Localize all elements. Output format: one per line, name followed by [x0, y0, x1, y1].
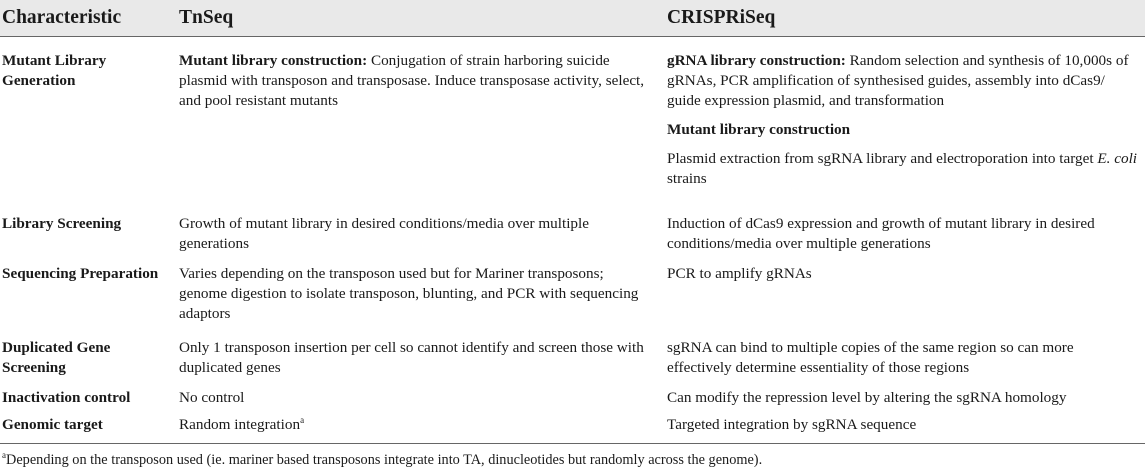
table-row [0, 410, 1145, 444]
crispriseq-subtext-b: strains [667, 170, 707, 187]
row-label: Inactivation control [2, 388, 131, 406]
tnseq-text: Conjugation of strain harboring suicide plasmid with transposon and transposase. Induce transposase activity, select, and pool resistant mutants [179, 52, 645, 109]
table-row [0, 209, 1145, 259]
footnote-mark: a [2, 450, 6, 461]
tnseq-cell: No control [179, 388, 245, 406]
crispriseq-cell: Targeted integration by sgRNA sequence [658, 410, 1145, 444]
header-crispriseq: CRISPRiSeq [658, 0, 1145, 37]
footnote-mark: a [300, 414, 305, 425]
row-label: Mutant Library Generation [2, 52, 107, 89]
tnseq-cell: Varies depending on the transposon used but for Mariner transposons; genome digestion to isolate transposon, blunting, and PCR with sequencing adaptors [179, 264, 639, 322]
tnseq-text: Random integration [179, 415, 301, 433]
crispriseq-cell: PCR to amplify gRNAs [667, 264, 812, 282]
crispriseq-cell: Can modify the repression level by altering the sgRNA homology [667, 388, 1067, 406]
table-row [0, 259, 1145, 333]
crispriseq-subheading: Mutant library construction [667, 121, 851, 138]
crispriseq-subtext-italic: E. coli [1097, 150, 1138, 167]
crispriseq-subtext [667, 149, 1137, 189]
footnote-text: Depending on the transposon used (ie. mariner based transposons integrate into TA, dinucleotides but randomly across the genome). [6, 452, 763, 468]
header-tnseq: TnSeq [170, 0, 658, 37]
row-label: Duplicated Gene Screening [2, 338, 111, 376]
table-row [0, 333, 1145, 383]
crispriseq-cell: Induction of dCas9 expression and growth of mutant library in desired conditions/media over multiple generations [667, 214, 1095, 252]
crispriseq-cell: sgRNA can bind to multiple copies of the same region so can more effectively determine essentiality of those regions [667, 338, 1074, 376]
tnseq-cell: Growth of mutant library in desired conditions/media over multiple generations [179, 214, 589, 252]
tnseq-cell [170, 37, 658, 209]
header-characteristic: Characteristic [0, 0, 170, 37]
table-row [0, 383, 1145, 410]
crispriseq-cell [658, 37, 1145, 209]
row-label: Genomic target [0, 410, 170, 444]
table-footnote [2, 452, 762, 469]
table-row [0, 37, 1145, 209]
crispriseq-text: Random selection and synthesis of 10,000s of gRNAs, PCR amplification of synthesised guides, assembly into dCas9/ guide expression plasmid, and transformation [667, 52, 1129, 109]
header-row [0, 0, 1145, 37]
tnseq-cell [170, 410, 658, 444]
crispriseq-lead: gRNA library construction: [667, 52, 846, 69]
tnseq-lead: Mutant library construction: [179, 52, 368, 69]
row-label: Sequencing Preparation [2, 264, 159, 282]
crispriseq-subtext-a: Plasmid extraction from sgRNA library and electroporation into target [667, 150, 1098, 167]
row-label: Library Screening [2, 214, 122, 232]
tnseq-cell: Only 1 transposon insertion per cell so cannot identify and screen those with duplicated genes [179, 338, 644, 376]
